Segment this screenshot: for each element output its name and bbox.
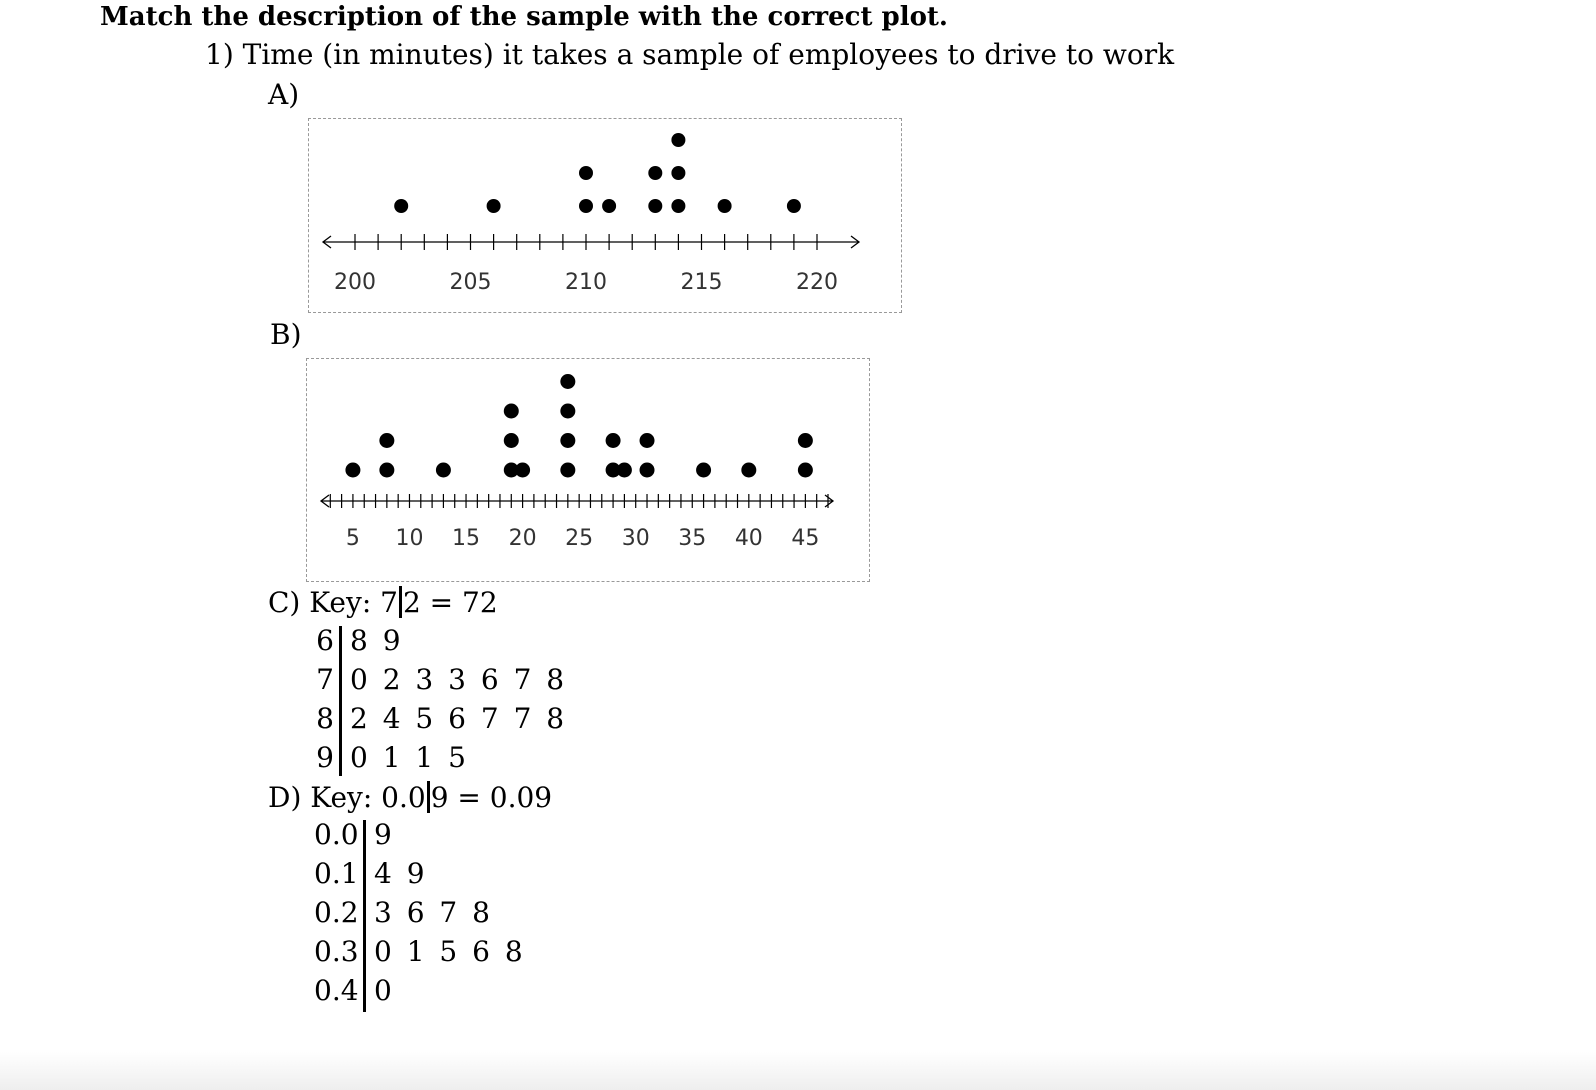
- key-divider: [399, 586, 402, 618]
- tick-label: 25: [565, 526, 594, 551]
- stem-leaf-c: [310, 624, 570, 784]
- data-point: [602, 199, 616, 213]
- data-point: [640, 433, 655, 448]
- leaf-values: 8 9: [350, 624, 404, 657]
- data-point: [560, 374, 575, 389]
- stem-value: 8: [316, 702, 334, 735]
- data-point: [487, 199, 501, 213]
- data-point: [606, 433, 621, 448]
- leaf-values: 0 1 5 6 8: [374, 935, 526, 968]
- data-point: [648, 166, 662, 180]
- option-c-label[interactable]: C): [268, 586, 301, 619]
- option-d-label[interactable]: D): [268, 781, 302, 814]
- stem-c-key-prefix: Key: 7: [309, 586, 398, 619]
- data-point: [798, 433, 813, 448]
- data-point: [504, 404, 519, 419]
- data-point: [579, 199, 593, 213]
- dot-plot-a: [309, 119, 903, 314]
- leaf-values: 9: [374, 818, 395, 851]
- leaf-values: 0: [374, 974, 395, 1007]
- data-point: [379, 463, 394, 478]
- data-point: [436, 463, 451, 478]
- data-point: [696, 463, 711, 478]
- stem-c-key-suffix: 2 = 72: [402, 586, 498, 619]
- data-point: [648, 199, 662, 213]
- tick-label: 40: [734, 526, 763, 551]
- data-point: [560, 404, 575, 419]
- data-point: [394, 199, 408, 213]
- stem-d-key-suffix: 9 = 0.09: [430, 781, 553, 814]
- data-point: [504, 433, 519, 448]
- stem-divider: [363, 820, 366, 1012]
- leaf-values: 0 2 3 3 6 7 8: [350, 663, 568, 696]
- tick-label: 20: [508, 526, 537, 551]
- dot-plot-b-frame: [306, 358, 870, 582]
- question-text: Time (in minutes) it takes a sample of employees to drive to work: [242, 38, 1175, 71]
- stem-c-key: [268, 586, 498, 619]
- dot-plot-a-frame: [308, 118, 902, 313]
- data-point: [379, 433, 394, 448]
- stem-leaf-d: [314, 818, 574, 1018]
- data-point: [787, 199, 801, 213]
- data-point: [798, 463, 813, 478]
- tick-label: 30: [621, 526, 650, 551]
- key-divider: [427, 781, 430, 813]
- data-point: [671, 133, 685, 147]
- stem-d-key-prefix: Key: 0.0: [310, 781, 426, 814]
- option-a-label[interactable]: A): [268, 78, 300, 111]
- leaf-values: 0 1 1 5: [350, 741, 469, 774]
- data-point: [560, 463, 575, 478]
- tick-label: 10: [395, 526, 424, 551]
- stem-divider: [339, 626, 342, 776]
- stem-value: 0.4: [314, 974, 359, 1007]
- tick-label: 220: [796, 270, 838, 295]
- data-point: [671, 199, 685, 213]
- data-point: [560, 433, 575, 448]
- data-point: [515, 463, 530, 478]
- data-point: [640, 463, 655, 478]
- question-1: [205, 38, 1174, 71]
- page-title: Match the description of the sample with the correct plot.: [100, 2, 948, 32]
- tick-label: 15: [452, 526, 481, 551]
- tick-label: 5: [345, 526, 360, 551]
- stem-value: 0.1: [314, 857, 359, 890]
- stem-value: 0.2: [314, 896, 359, 929]
- tick-label: 205: [449, 270, 492, 295]
- data-point: [579, 166, 593, 180]
- stem-value: 0.0: [314, 818, 359, 851]
- tick-label: 210: [565, 270, 607, 295]
- page-bottom-edge: [0, 1052, 1596, 1090]
- leaf-values: 2 4 5 6 7 7 8: [350, 702, 568, 735]
- tick-label: 45: [791, 526, 820, 551]
- leaf-values: 3 6 7 8: [374, 896, 493, 929]
- data-point: [718, 199, 732, 213]
- tick-label: 35: [678, 526, 707, 551]
- stem-value: 0.3: [314, 935, 359, 968]
- data-point: [617, 463, 632, 478]
- option-b-label[interactable]: B): [270, 318, 302, 351]
- stem-d-key: [268, 781, 552, 814]
- stem-value: 6: [316, 624, 334, 657]
- leaf-values: 4 9: [374, 857, 428, 890]
- data-point: [671, 166, 685, 180]
- data-point: [345, 463, 360, 478]
- question-number: 1): [205, 38, 234, 71]
- stem-value: 7: [316, 663, 334, 696]
- tick-label: 200: [334, 270, 376, 295]
- tick-label: 215: [680, 270, 723, 295]
- dot-plot-b: [307, 359, 871, 583]
- stem-value: 9: [316, 741, 334, 774]
- data-point: [741, 463, 756, 478]
